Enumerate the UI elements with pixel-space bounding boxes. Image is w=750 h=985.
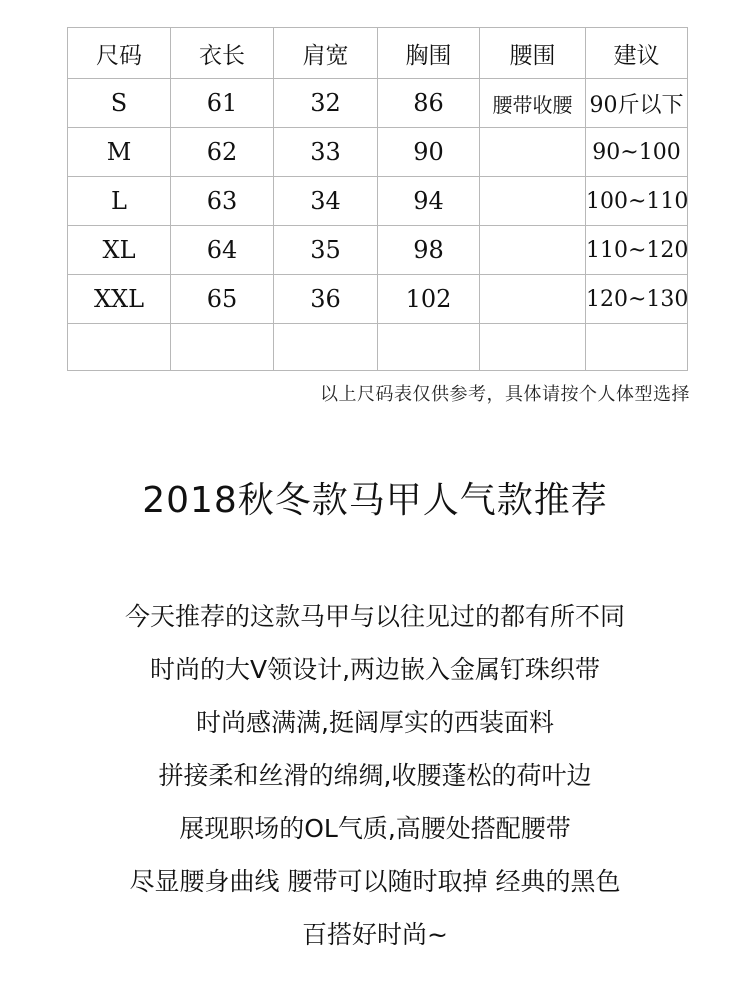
cell-suggestion: 90~100	[586, 128, 688, 177]
cell-size: XXL	[68, 275, 171, 324]
cell-chest: 102	[378, 275, 480, 324]
table-row	[68, 177, 688, 226]
cell-chest: 98	[378, 226, 480, 275]
cell-length: 62	[171, 128, 274, 177]
empty-cell	[586, 324, 688, 371]
cell-length: 65	[171, 275, 274, 324]
cell-size: XL	[68, 226, 171, 275]
cell-suggestion: 90斤以下	[586, 79, 688, 128]
header-waist: 腰围	[480, 28, 586, 79]
size-chart-header-row	[68, 28, 688, 79]
page-title: 2018秋冬款马甲人气款推荐	[142, 480, 608, 521]
header-shoulder: 肩宽	[274, 28, 378, 79]
description-line: 时尚的大V领设计,两边嵌入金属钉珠织带	[149, 655, 601, 684]
header-size: 尺码	[68, 28, 171, 79]
cell-waist	[480, 128, 586, 177]
cell-size: S	[68, 79, 171, 128]
empty-cell	[480, 324, 586, 371]
empty-cell	[68, 324, 171, 371]
description-line: 展现职场的OL气质,高腰处搭配腰带	[179, 814, 571, 843]
description-line: 时尚感满满,挺阔厚实的西装面料	[196, 708, 554, 737]
description-line: 拼接柔和丝滑的绵绸,收腰蓬松的荷叶边	[158, 761, 592, 790]
cell-size: L	[68, 177, 171, 226]
description-line: 尽显腰身曲线 腰带可以随时取掉 经典的黑色	[129, 867, 621, 896]
empty-cell	[171, 324, 274, 371]
empty-cell	[274, 324, 378, 371]
header-chest: 胸围	[378, 28, 480, 79]
cell-chest: 90	[378, 128, 480, 177]
header-length: 衣长	[171, 28, 274, 79]
cell-suggestion: 110~120	[586, 226, 688, 275]
cell-shoulder: 33	[274, 128, 378, 177]
cell-shoulder: 36	[274, 275, 378, 324]
cell-waist	[480, 177, 586, 226]
cell-suggestion: 120~130	[586, 275, 688, 324]
size-chart-note: 以上尺码表仅供参考，具体请按个人体型选择	[320, 384, 690, 405]
table-row	[68, 226, 688, 275]
table-row	[68, 128, 688, 177]
size-chart-table	[67, 27, 688, 371]
cell-waist	[480, 275, 586, 324]
table-row	[68, 79, 688, 128]
cell-size: M	[68, 128, 171, 177]
cell-chest: 86	[378, 79, 480, 128]
table-row	[68, 275, 688, 324]
description-line: 今天推荐的这款马甲与以往见过的都有所不同	[124, 602, 625, 631]
cell-shoulder: 32	[274, 79, 378, 128]
cell-waist: 腰带收腰	[480, 79, 586, 128]
description-line: 百搭好时尚~	[302, 920, 448, 949]
header-suggestion: 建议	[586, 28, 688, 79]
table-row-empty	[68, 324, 688, 371]
cell-length: 64	[171, 226, 274, 275]
empty-cell	[378, 324, 480, 371]
product-description	[0, 590, 750, 961]
cell-shoulder: 34	[274, 177, 378, 226]
cell-length: 63	[171, 177, 274, 226]
cell-chest: 94	[378, 177, 480, 226]
cell-waist	[480, 226, 586, 275]
cell-shoulder: 35	[274, 226, 378, 275]
cell-suggestion: 100~110	[586, 177, 688, 226]
cell-length: 61	[171, 79, 274, 128]
